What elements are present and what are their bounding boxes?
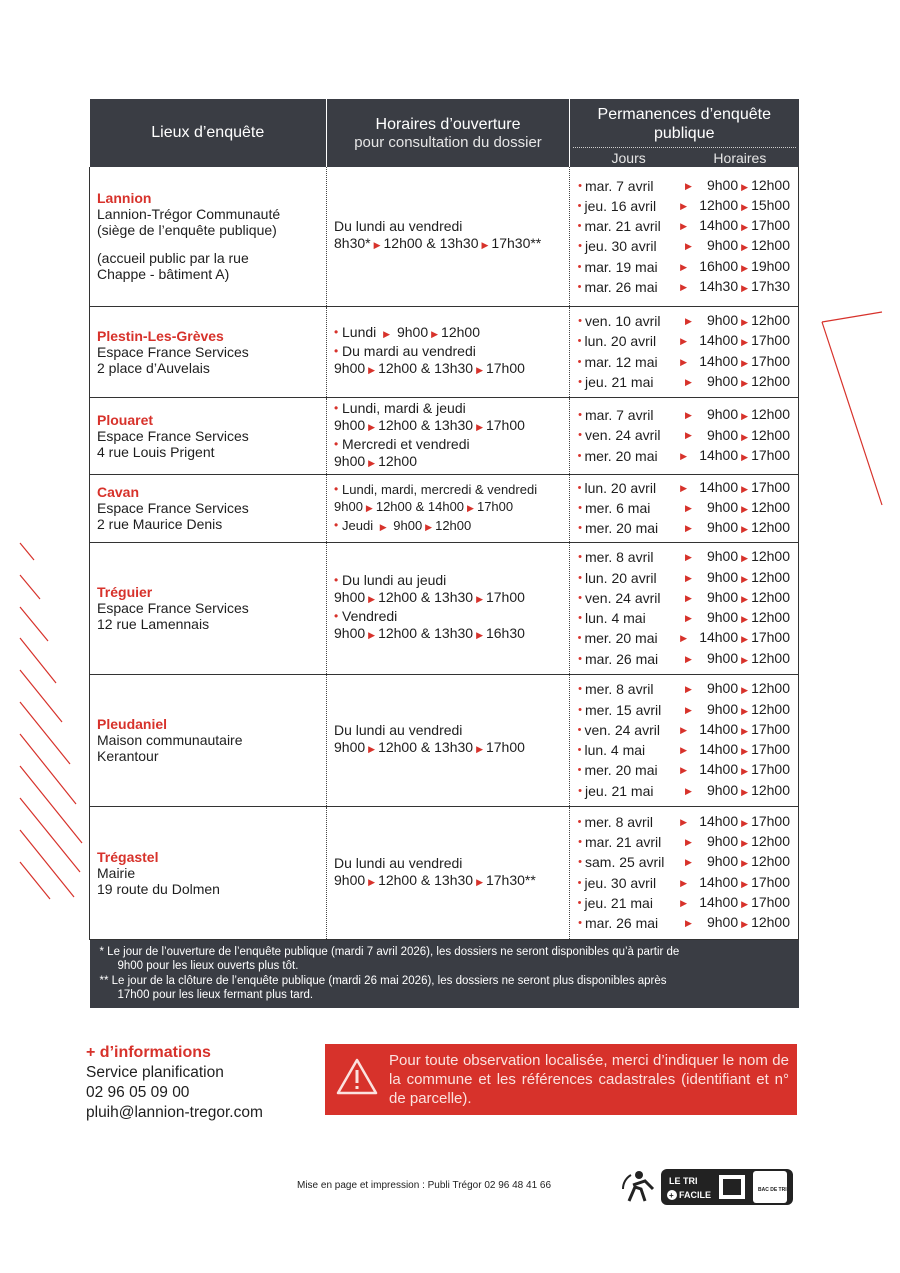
town-name: Lannion <box>97 190 152 207</box>
hours-cell <box>327 806 570 939</box>
table-row <box>90 542 799 674</box>
hours-times: 9h00 ▶ 12h00 & 13h30 ▶ 17h00 <box>334 739 525 755</box>
hours-bullet: • Mercredi et vendredi <box>334 435 470 452</box>
hours-days: Du lundi au vendredi <box>334 218 463 235</box>
place-name: Espace France Services <box>97 500 249 516</box>
perm-entry: • sam. 25 avril ▶ 9h00 ▶ 12h00 <box>578 853 790 871</box>
perm-entry: • mer. 8 avril ▶ 14h00 ▶ 17h00 <box>577 812 790 830</box>
town-name: Pleudaniel <box>97 716 168 732</box>
perm-cell <box>570 474 799 542</box>
alert-box <box>325 1044 797 1115</box>
hours-times: 9h00 ▶ 12h00 & 14h00 ▶ 17h00 <box>334 498 514 514</box>
perm-entry: • jeu. 21 mai ▶ 9h00 ▶ 12h00 <box>578 372 790 390</box>
address: 2 rue Maurice Denis <box>97 516 223 532</box>
perm-entry: • jeu. 21 mai ▶ 9h00 ▶ 12h00 <box>578 781 790 799</box>
address: 4 rue Louis Prigent <box>97 443 215 460</box>
perm-entry: • mar. 7 avril ▶ 9h00 ▶ 12h00 <box>578 176 790 194</box>
hours-times: 9h00 ▶ 12h00 & 13h30 ▶ 16h30 <box>334 625 525 641</box>
hours-bullet: • Lundi ▶ 9h00 ▶ 12h00 <box>334 324 480 340</box>
perm-entry: • lun. 20 avril ▶ 14h00 ▶ 17h00 <box>577 478 790 496</box>
lieu-cell <box>90 474 327 542</box>
perm-entry: • jeu. 16 avril ▶ 12h00 ▶ 15h00 <box>577 196 790 214</box>
logo-text-1: LE TRI <box>669 1176 698 1186</box>
hours-cell <box>327 474 570 542</box>
perm-entry: • ven. 24 avril ▶ 14h00 ▶ 17h00 <box>577 720 790 738</box>
footnote-2: ** Le jour de la clôture de l’enquête publique (mardi 26 mai 2026), les dossiers ne seront plus disponibles après <box>99 974 667 987</box>
perm-entry: • mer. 6 mai ▶ 9h00 ▶ 12h00 <box>578 499 790 516</box>
lieu-cell <box>90 674 327 806</box>
perm-entry: • mer. 8 avril ▶ 9h00 ▶ 12h00 <box>578 680 790 698</box>
lieu-cell <box>90 806 327 939</box>
hours-times: 9h00 ▶ 12h00 <box>334 452 418 469</box>
place-name: Espace France Services <box>97 600 249 616</box>
perm-entry: • mer. 20 mai ▶ 9h00 ▶ 12h00 <box>578 519 790 537</box>
place-name: Espace France Services <box>97 343 249 360</box>
header-horaires-sub: Horaires <box>713 149 767 166</box>
perm-entry: • mar. 7 avril ▶ 9h00 ▶ 12h00 <box>578 406 790 424</box>
perm-entry: • lun. 4 mai ▶ 9h00 ▶ 12h00 <box>578 609 790 627</box>
contact-info <box>86 1043 263 1123</box>
recycle-person-icon <box>623 1171 653 1201</box>
hours-bullet: • Du mardi au vendredi <box>334 343 476 359</box>
perm-entry: • jeu. 30 avril ▶ 9h00 ▶ 12h00 <box>578 237 790 255</box>
table-row <box>90 397 799 474</box>
address: 19 route du Dolmen <box>97 880 220 897</box>
schedule-table <box>89 99 799 1008</box>
lieu-cell <box>90 542 327 674</box>
perm-entry: • mer. 20 mai ▶ 14h00 ▶ 17h00 <box>577 629 790 647</box>
header-horaires <box>327 99 570 167</box>
footnote-1: * Le jour de l’ouverture de l’enquête publique (mardi 7 avril 2026), les dossiers ne seront disponibles qu’à partir de <box>99 945 680 958</box>
perm-entry: • mar. 26 mai ▶ 14h30 ▶ 17h30 <box>577 278 790 295</box>
hours-times: 9h00 ▶ 12h00 & 13h30 ▶ 17h00 <box>334 416 525 433</box>
warning-icon <box>335 1057 379 1097</box>
hours-times: 8h30* ▶ 12h00 & 13h30 ▶ 17h30** <box>334 235 542 252</box>
perm-entry: • lun. 20 avril ▶ 14h00 ▶ 17h00 <box>577 332 790 350</box>
perm-entry: • jeu. 21 mai ▶ 14h00 ▶ 17h00 <box>577 893 790 911</box>
hours-cell <box>327 542 570 674</box>
info-email[interactable]: pluih@lannion-tregor.com <box>86 1104 263 1121</box>
info-service: Service planification <box>86 1064 224 1081</box>
hours-cell <box>327 306 570 397</box>
table-header <box>90 99 799 167</box>
hours-cell <box>327 167 570 306</box>
perm-entry: • mer. 15 avril ▶ 9h00 ▶ 12h00 <box>578 700 790 718</box>
lieu-cell <box>90 397 327 474</box>
perm-cell <box>570 542 799 674</box>
print-credit: Mise en page et impression : Publi Trégor 02 96 48 41 66 <box>297 1180 552 1191</box>
info-phone[interactable]: 02 96 05 09 00 <box>86 1084 190 1101</box>
header-jours: Jours <box>611 149 646 166</box>
address: 2 place d’Auvelais <box>97 359 210 376</box>
svg-text:+: + <box>669 1191 674 1200</box>
place-name: Espace France Services <box>97 427 249 444</box>
hours-days: Du lundi au vendredi <box>334 722 463 738</box>
logo-text-2: FACILE <box>679 1190 712 1200</box>
perm-cell <box>570 674 799 806</box>
hours-times: 9h00 ▶ 12h00 & 13h30 ▶ 17h30** <box>334 871 536 888</box>
address: Kerantour <box>97 748 159 764</box>
footnotes <box>90 939 799 1008</box>
perm-entry: • mar. 12 mai ▶ 14h00 ▶ 17h00 <box>577 352 790 370</box>
lieu-cell <box>90 306 327 397</box>
perm-cell <box>570 397 799 474</box>
hours-bullet: • Jeudi ▶ 9h00 ▶ 12h00 <box>334 517 472 533</box>
perm-entry: • lun. 4 mai ▶ 14h00 ▶ 17h00 <box>577 741 790 759</box>
footnote-1-cont: 9h00 pour les lieux ouverts plus tôt. <box>117 960 299 972</box>
hours-bullet: • Lundi, mardi, mercredi & vendredi <box>334 481 538 497</box>
perm-entry: • mar. 21 avril ▶ 9h00 ▶ 12h00 <box>578 833 790 851</box>
footnote-2-cont: 17h00 pour les lieux fermant plus tard. <box>117 989 314 1001</box>
corner-deco-diag <box>822 322 882 505</box>
perm-entry: • jeu. 30 avril ▶ 14h00 ▶ 17h00 <box>577 873 790 891</box>
header-permanences <box>570 99 799 167</box>
address-extra: Chappe - bâtiment A) <box>97 266 230 283</box>
address-extra: (accueil public par la rue <box>97 250 249 267</box>
lieu-cell <box>90 167 327 306</box>
perm-entry: • ven. 24 avril ▶ 9h00 ▶ 12h00 <box>578 588 790 606</box>
town-name: Plouaret <box>97 411 154 428</box>
perm-entry: • mer. 20 mai ▶ 14h00 ▶ 17h00 <box>577 761 790 779</box>
table-row <box>90 674 799 806</box>
hours-days: Du lundi au vendredi <box>334 854 463 871</box>
perm-entry: • mar. 21 avril ▶ 14h00 ▶ 17h00 <box>577 217 790 235</box>
perm-entry: • mar. 26 mai ▶ 9h00 ▶ 12h00 <box>578 914 790 932</box>
table-row <box>90 306 799 397</box>
header-permanences-title: Permanences d’enquête publique <box>597 105 771 142</box>
perm-entry: • ven. 24 avril ▶ 9h00 ▶ 12h00 <box>578 426 790 444</box>
town-name: Trégastel <box>97 848 159 865</box>
header-horaires-line2: pour consultation du dossier <box>354 133 542 151</box>
perm-entry: • mar. 19 mai ▶ 16h00 ▶ 19h00 <box>577 257 790 275</box>
hours-bullet: • Du lundi au jeudi <box>334 572 447 588</box>
hours-times: 9h00 ▶ 12h00 & 13h30 ▶ 17h00 <box>334 589 525 605</box>
alert-text: Pour toute observation localisée, merci d’indiquer le nom de la commune et les références cadastrales (identifiant et n° de parcelle). <box>389 1052 789 1107</box>
le-tri-facile-logo <box>621 1167 793 1207</box>
perm-entry: • ven. 10 avril ▶ 9h00 ▶ 12h00 <box>578 312 790 330</box>
place-name: Maison communautaire <box>97 732 243 748</box>
table-row <box>90 806 799 939</box>
town-name: Tréguier <box>97 584 153 600</box>
perm-entry: • lun. 20 avril ▶ 9h00 ▶ 12h00 <box>578 568 790 586</box>
town-name: Plestin-Les-Grèves <box>97 327 224 344</box>
hours-cell <box>327 674 570 806</box>
info-heading: + d’informations <box>86 1044 211 1061</box>
place-name: Mairie <box>97 864 136 881</box>
town-name: Cavan <box>97 484 140 500</box>
perm-entry: • mar. 26 mai ▶ 9h00 ▶ 12h00 <box>578 649 790 667</box>
perm-entry: • mer. 20 mai ▶ 14h00 ▶ 17h00 <box>577 446 790 464</box>
perm-cell <box>570 806 799 939</box>
hours-bullet: • Vendredi <box>334 608 398 624</box>
address: 12 rue Lamennais <box>97 616 210 632</box>
perm-cell <box>570 167 799 306</box>
hours-cell <box>327 397 570 474</box>
perm-entry: • mer. 8 avril ▶ 9h00 ▶ 12h00 <box>578 548 790 566</box>
corner-deco-top <box>822 312 882 322</box>
address: (siège de l’enquête publique) <box>97 222 277 239</box>
hours-times: 9h00 ▶ 12h00 & 13h30 ▶ 17h00 <box>334 360 525 376</box>
hours-bullet: • Lundi, mardi & jeudi <box>334 399 466 416</box>
table-row <box>90 474 799 542</box>
perm-cell <box>570 306 799 397</box>
header-horaires-line1: Horaires d’ouverture <box>375 115 521 133</box>
header-lieux: Lieux d’enquête <box>90 99 327 167</box>
table-row <box>90 167 799 306</box>
bin-label: BAC DE TRI <box>758 1187 787 1193</box>
place-name: Lannion-Trégor Communauté <box>97 206 281 223</box>
